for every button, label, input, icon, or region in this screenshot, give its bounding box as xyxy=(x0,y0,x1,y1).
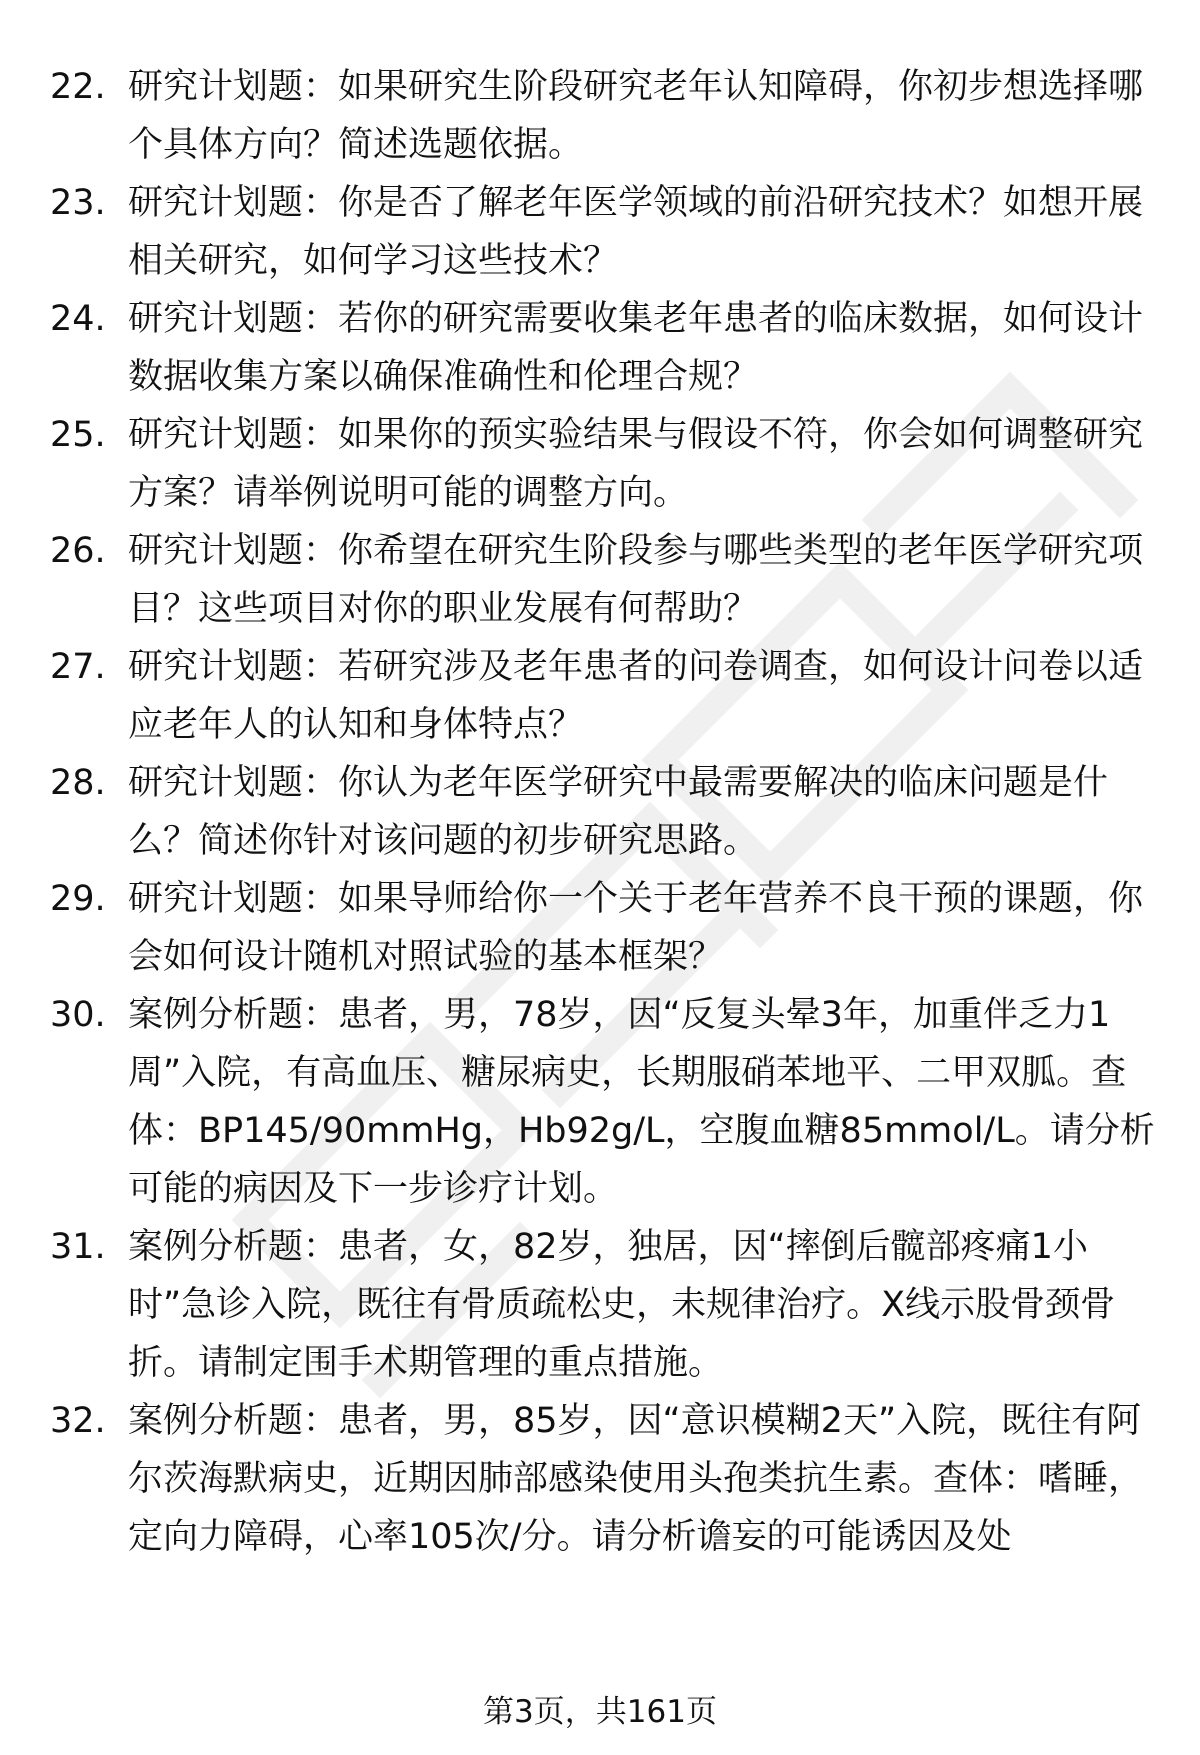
question-text: 案例分析题：患者，男，85岁，因“意识模糊2天”入院，既往有阿尔茨海默病史，近期因肺部感染使用头孢类抗生素。查体：嗜睡，定向力障碍，心率105次/分。请分析谵妄的可能诱因及处 xyxy=(128,1401,1144,1557)
question-number: 32. xyxy=(50,1401,106,1441)
question-text: 案例分析题：患者，女，82岁，独居，因“摔倒后髋部疼痛1小时”急诊入院，既往有骨质疏松史，未规律治疗。X线示股骨颈骨折。请制定围手术期管理的重点措施。 xyxy=(128,1227,1116,1383)
question-item xyxy=(50,406,1160,522)
question-text: 研究计划题：你希望在研究生阶段参与哪些类型的老年医学研究项目？这些项目对你的职业发展有何帮助？ xyxy=(128,531,1144,629)
question-text: 研究计划题：如果导师给你一个关于老年营养不良干预的课题，你会如何设计随机对照试验的基本框架？ xyxy=(128,879,1144,977)
question-text: 研究计划题：若你的研究需要收集老年患者的临床数据，如何设计数据收集方案以确保准确性和伦理合规？ xyxy=(128,299,1144,397)
question-text: 研究计划题：如果你的预实验结果与假设不符，你会如何调整研究方案？请举例说明可能的调整方向。 xyxy=(128,415,1144,513)
question-item xyxy=(50,870,1160,986)
question-number: 24. xyxy=(50,299,106,339)
question-item xyxy=(50,522,1160,638)
question-text: 研究计划题：若研究涉及老年患者的问卷调查，如何设计问卷以适应老年人的认知和身体特点？ xyxy=(128,647,1144,745)
question-number: 25. xyxy=(50,415,106,455)
question-number: 23. xyxy=(50,183,106,223)
question-item xyxy=(50,174,1160,290)
question-number: 28. xyxy=(50,763,106,803)
question-number: 26. xyxy=(50,531,106,571)
question-item xyxy=(50,58,1160,174)
question-number: 22. xyxy=(50,67,106,107)
page-number: 第3页，共161页 xyxy=(483,1694,717,1730)
question-number: 31. xyxy=(50,1227,106,1267)
question-text: 研究计划题：如果研究生阶段研究老年认知障碍，你初步想选择哪个具体方向？简述选题依据。 xyxy=(128,67,1144,165)
question-item xyxy=(50,1218,1160,1392)
question-text: 研究计划题：你是否了解老年医学领域的前沿研究技术？如想开展相关研究，如何学习这些技术？ xyxy=(128,183,1144,281)
question-number: 29. xyxy=(50,879,106,919)
question-number: 27. xyxy=(50,647,106,687)
question-item xyxy=(50,290,1160,406)
question-number: 30. xyxy=(50,995,106,1035)
question-text: 案例分析题：患者，男，78岁，因“反复头晕3年，加重伴乏力1周”入院，有高血压、糖尿病史，长期服硝苯地平、二甲双胍。查体：BP145/90mmHg，Hb92g/L，空腹血糖85mmol/L。请分析可能的病因及下一步诊疗计划。 xyxy=(128,995,1155,1209)
question-item xyxy=(50,754,1160,870)
question-text: 研究计划题：你认为老年医学研究中最需要解决的临床问题是什么？简述你针对该问题的初步研究思路。 xyxy=(128,763,1109,861)
question-item xyxy=(50,1392,1160,1566)
question-item xyxy=(50,638,1160,754)
question-item xyxy=(50,986,1160,1218)
